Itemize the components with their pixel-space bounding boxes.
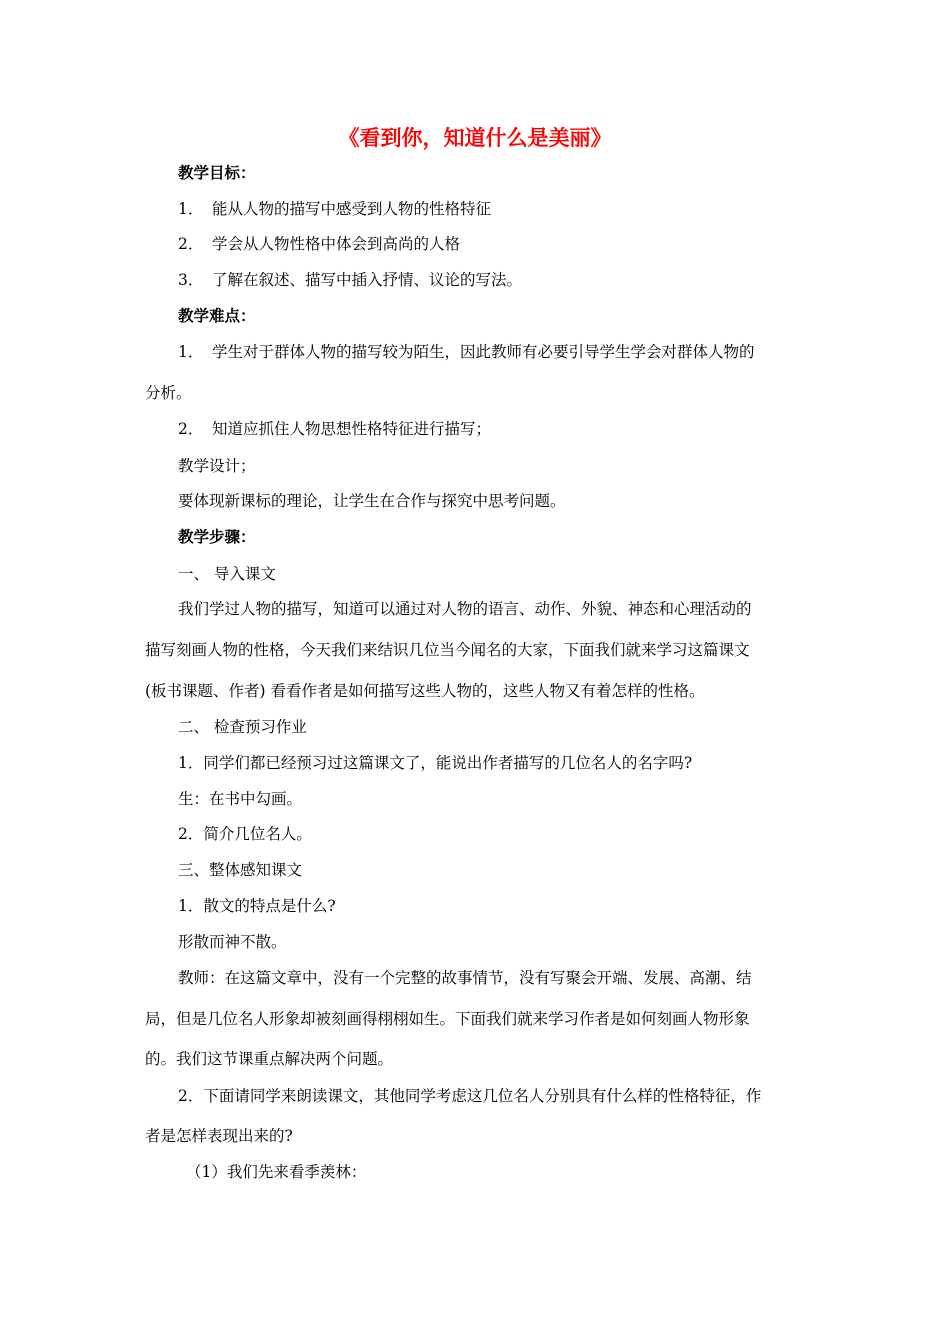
goal-number: 3．: [178, 271, 204, 289]
goal-number: 1．: [178, 200, 204, 218]
difficulty-item-1-continued: 分析。: [145, 384, 192, 402]
step-2-answer-1: 生：在书中勾画。: [178, 790, 303, 808]
step-2-question-2: 2．简介几位名人。: [178, 825, 312, 843]
step-3-question-1: 1．散文的特点是什么?: [178, 897, 336, 915]
step-3-answer-1: 形散而神不散。: [178, 933, 287, 951]
step-3-question-2-line-2: 者是怎样表现出来的?: [145, 1127, 293, 1145]
difficulty-number: 1．: [178, 343, 204, 361]
goal-text: 能从人物的描写中感受到人物的性格特征: [212, 200, 492, 218]
difficulty-item-1: [178, 341, 755, 363]
step-3-question-2-line-1: 2．下面请同学来朗读课文，其他同学考虑这几位名人分别具有什么样的性格特征，作: [178, 1087, 762, 1105]
step-2-question-1: 1．同学们都已经预习过这篇课文了，能说出作者描写的几位名人的名字吗?: [178, 754, 693, 772]
goal-text: 了解在叙述、描写中插入抒情、议论的写法。: [212, 271, 523, 289]
heading-teaching-steps: 教学步骤：: [178, 527, 256, 546]
goal-number: 2．: [178, 235, 204, 253]
difficulty-item-2: [178, 418, 491, 440]
goal-item-2: [178, 233, 460, 255]
goal-item-3: [178, 269, 522, 291]
step-2-title: 二、 检查预习作业: [178, 718, 307, 736]
heading-teaching-goals: 教学目标：: [178, 163, 256, 182]
step-1-paragraph-line-2: 描写刻画人物的性格，今天我们来结识几位当今闻名的大家，下面我们就来学习这篇课文: [145, 641, 750, 659]
heading-teaching-difficulties: 教学难点：: [178, 306, 256, 325]
step-1-title: 一、 导入课文: [178, 565, 276, 583]
difficulty-text: 学生对于群体人物的描写较为陌生，因此教师有必要引导学生学会对群体人物的: [212, 343, 755, 361]
teaching-design-label: 教学设计；: [178, 457, 256, 475]
difficulty-number: 2．: [178, 420, 204, 438]
step-1-paragraph-line-1: 我们学过人物的描写，知道可以通过对人物的语言、动作、外貌、神态和心理活动的: [178, 600, 752, 618]
step-3-teacher-line-2: 局，但是几位名人形象却被刻画得栩栩如生。下面我们就来学习作者是如何刻画人物形象: [145, 1010, 750, 1028]
step-3-teacher-line-3: 的。我们这节课重点解决两个问题。: [145, 1050, 394, 1068]
step-3-title: 三、整体感知课文: [178, 861, 303, 879]
step-3-teacher-line-1: 教师：在这篇文章中，没有一个完整的故事情节，没有写聚会开端、发展、高潮、结: [178, 969, 752, 987]
step-1-paragraph-line-3: (板书课题、作者) 看看作者是如何描写这些人物的，这些人物又有着怎样的性格。: [145, 682, 705, 700]
step-3-subitem-1: （1）我们先来看季羡林：: [186, 1163, 367, 1181]
goal-item-1: [178, 198, 491, 220]
teaching-design-text: 要体现新课标的理论，让学生在合作与探究中思考问题。: [178, 492, 566, 510]
goal-text: 学会从人物性格中体会到高尚的人格: [212, 235, 461, 253]
difficulty-text: 知道应抓住人物思想性格特征进行描写；: [212, 420, 492, 438]
document-title: 《看到你，知道什么是美丽》: [338, 125, 612, 150]
